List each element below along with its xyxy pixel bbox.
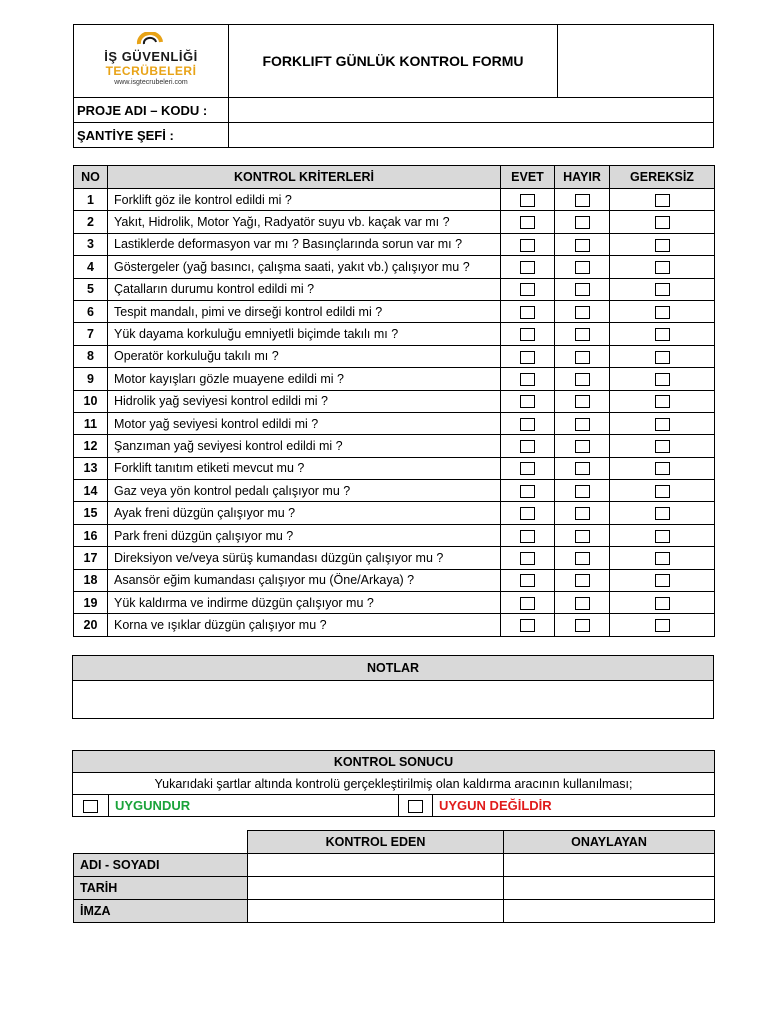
checkbox-icon[interactable] <box>520 328 535 341</box>
answer-yes-cell[interactable] <box>501 480 555 502</box>
answer-unnecessary-cell[interactable] <box>610 189 715 211</box>
table-row <box>74 524 715 546</box>
answer-yes-cell[interactable] <box>501 547 555 569</box>
criteria-text: Asansör eğim kumandası çalışıyor mu (Öne/Arkaya) ? <box>108 569 501 591</box>
checklist-header-row <box>74 166 715 189</box>
row-number: 19 <box>74 592 108 614</box>
checkbox-icon[interactable] <box>655 283 670 296</box>
approver-name-field[interactable] <box>504 854 715 877</box>
suitable-checkbox-cell[interactable] <box>73 795 109 817</box>
answer-yes-cell[interactable] <box>501 592 555 614</box>
answer-unnecessary-cell[interactable] <box>610 278 715 300</box>
checkbox-icon[interactable] <box>520 440 535 453</box>
answer-yes-cell[interactable] <box>501 569 555 591</box>
checkbox-icon[interactable] <box>655 351 670 364</box>
answer-unnecessary-cell[interactable] <box>610 502 715 524</box>
approver-date-field[interactable] <box>504 877 715 900</box>
checkbox-icon[interactable] <box>655 194 670 207</box>
checkbox-icon[interactable] <box>520 306 535 319</box>
project-label: PROJE ADI – KODU : <box>74 98 229 123</box>
criteria-text: Gaz veya yön kontrol pedalı çalışıyor mu ? <box>108 480 501 502</box>
column-header-no: NO <box>74 166 108 189</box>
checkbox-icon[interactable] <box>655 574 670 587</box>
logo-website: www.isgtecrubeleri.com <box>114 78 188 86</box>
answer-no-cell[interactable] <box>555 435 610 457</box>
checkbox-icon[interactable] <box>520 194 535 207</box>
table-row <box>74 502 715 524</box>
criteria-text: Park freni düzgün çalışıyor mu ? <box>108 524 501 546</box>
answer-unnecessary-cell[interactable] <box>610 614 715 636</box>
checkbox-icon[interactable] <box>520 619 535 632</box>
answer-yes-cell[interactable] <box>501 614 555 636</box>
checkbox-icon[interactable] <box>655 485 670 498</box>
checkbox-icon[interactable] <box>575 239 590 252</box>
answer-no-cell[interactable] <box>555 524 610 546</box>
answer-no-cell[interactable] <box>555 211 610 233</box>
answer-yes-cell[interactable] <box>501 278 555 300</box>
criteria-text: Korna ve ışıklar düzgün çalışıyor mu ? <box>108 614 501 636</box>
answer-yes-cell[interactable] <box>501 300 555 322</box>
criteria-text: Çatalların durumu kontrol edildi mi ? <box>108 278 501 300</box>
table-row <box>74 323 715 345</box>
answer-yes-cell[interactable] <box>501 233 555 255</box>
row-number: 17 <box>74 547 108 569</box>
column-header-yes: EVET <box>501 166 555 189</box>
answer-yes-cell[interactable] <box>501 457 555 479</box>
checkbox-icon[interactable] <box>655 530 670 543</box>
row-number: 1 <box>74 189 108 211</box>
checkbox-icon[interactable] <box>575 261 590 274</box>
checkbox-icon[interactable] <box>520 373 535 386</box>
checkbox-icon[interactable] <box>520 597 535 610</box>
checkbox-icon[interactable] <box>520 574 535 587</box>
answer-yes-cell[interactable] <box>501 390 555 412</box>
checkbox-icon[interactable] <box>520 216 535 229</box>
table-row <box>74 189 715 211</box>
checkbox-icon[interactable] <box>520 485 535 498</box>
approver-signature-field[interactable] <box>504 900 715 923</box>
answer-unnecessary-cell[interactable] <box>610 256 715 278</box>
answer-no-cell[interactable] <box>555 502 610 524</box>
row-number: 3 <box>74 233 108 255</box>
checkbox-icon[interactable] <box>520 418 535 431</box>
row-number: 12 <box>74 435 108 457</box>
checkbox-icon[interactable] <box>655 216 670 229</box>
company-logo <box>91 32 211 88</box>
checkbox-icon[interactable] <box>655 507 670 520</box>
row-name-label: ADI - SOYADI <box>74 854 248 877</box>
criteria-text: Yakıt, Hidrolik, Motor Yağı, Radyatör suyu vb. kaçak var mı ? <box>108 211 501 233</box>
answer-unnecessary-cell[interactable] <box>610 435 715 457</box>
answer-unnecessary-cell[interactable] <box>610 345 715 367</box>
answer-yes-cell[interactable] <box>501 189 555 211</box>
answer-unnecessary-cell[interactable] <box>610 524 715 546</box>
checkbox-icon[interactable] <box>575 507 590 520</box>
checkbox-icon[interactable] <box>655 373 670 386</box>
checkbox-icon[interactable] <box>408 800 423 813</box>
table-row <box>74 480 715 502</box>
answer-no-cell[interactable] <box>555 390 610 412</box>
checkbox-icon[interactable] <box>520 507 535 520</box>
inspector-date-field[interactable] <box>248 877 504 900</box>
criteria-text: Ayak freni düzgün çalışıyor mu ? <box>108 502 501 524</box>
answer-no-cell[interactable] <box>555 614 610 636</box>
table-row <box>74 256 715 278</box>
checkbox-icon[interactable] <box>655 597 670 610</box>
checkbox-icon[interactable] <box>575 216 590 229</box>
criteria-text: Motor kayışları gözle muayene edildi mi ? <box>108 368 501 390</box>
form-header <box>73 24 714 148</box>
row-number: 20 <box>74 614 108 636</box>
checkbox-icon[interactable] <box>83 800 98 813</box>
checkbox-icon[interactable] <box>655 462 670 475</box>
checkbox-icon[interactable] <box>655 239 670 252</box>
checkbox-icon[interactable] <box>575 283 590 296</box>
checkbox-icon[interactable] <box>575 574 590 587</box>
checkbox-icon[interactable] <box>655 395 670 408</box>
checkbox-icon[interactable] <box>520 552 535 565</box>
notes-title: NOTLAR <box>73 656 714 681</box>
signature-table <box>73 830 715 923</box>
table-row <box>74 345 715 367</box>
answer-yes-cell[interactable] <box>501 345 555 367</box>
row-number: 4 <box>74 256 108 278</box>
checkbox-icon[interactable] <box>575 597 590 610</box>
logo-text-secondary: TECRÜBELERİ <box>105 63 197 78</box>
answer-unnecessary-cell[interactable] <box>610 233 715 255</box>
checkbox-icon[interactable] <box>520 283 535 296</box>
checkbox-icon[interactable] <box>655 306 670 319</box>
checkbox-icon[interactable] <box>655 418 670 431</box>
row-number: 2 <box>74 211 108 233</box>
criteria-text: Operatör korkuluğu takılı mı ? <box>108 345 501 367</box>
row-number: 5 <box>74 278 108 300</box>
signature-corner <box>74 831 248 854</box>
table-row <box>74 547 715 569</box>
answer-unnecessary-cell[interactable] <box>610 211 715 233</box>
table-row <box>74 435 715 457</box>
checkbox-icon[interactable] <box>520 462 535 475</box>
row-number: 8 <box>74 345 108 367</box>
checkbox-icon[interactable] <box>575 351 590 364</box>
table-row <box>74 614 715 636</box>
criteria-text: Direksiyon ve/veya sürüş kumandası düzgün çalışıyor mu ? <box>108 547 501 569</box>
column-header-unnecessary: GEREKSİZ <box>610 166 715 189</box>
checklist-table <box>73 165 715 637</box>
checkbox-icon[interactable] <box>655 261 670 274</box>
notes-field[interactable] <box>73 681 714 719</box>
row-number: 18 <box>74 569 108 591</box>
criteria-text: Yük dayama korkuluğu emniyetli biçimde takılı mı ? <box>108 323 501 345</box>
table-row <box>74 592 715 614</box>
criteria-text: Yük kaldırma ve indirme düzgün çalışıyor mu ? <box>108 592 501 614</box>
checkbox-icon[interactable] <box>575 373 590 386</box>
row-number: 11 <box>74 412 108 434</box>
column-inspector: KONTROL EDEN <box>248 831 504 854</box>
checkbox-icon[interactable] <box>575 552 590 565</box>
answer-unnecessary-cell[interactable] <box>610 457 715 479</box>
answer-no-cell[interactable] <box>555 233 610 255</box>
result-title: KONTROL SONUCU <box>73 751 715 773</box>
inspector-name-field[interactable] <box>248 854 504 877</box>
row-number: 15 <box>74 502 108 524</box>
answer-no-cell[interactable] <box>555 323 610 345</box>
answer-no-cell[interactable] <box>555 300 610 322</box>
answer-no-cell[interactable] <box>555 569 610 591</box>
site-chief-label: ŞANTİYE ŞEFİ : <box>74 123 229 148</box>
checkbox-icon[interactable] <box>575 462 590 475</box>
logo-text-primary: İŞ GÜVENLİĞİ <box>104 48 198 64</box>
checkbox-icon[interactable] <box>520 239 535 252</box>
checkbox-icon[interactable] <box>575 530 590 543</box>
criteria-text: Forklift tanıtım etiketi mevcut mu ? <box>108 457 501 479</box>
checkbox-icon[interactable] <box>575 328 590 341</box>
table-row <box>74 412 715 434</box>
row-number: 6 <box>74 300 108 322</box>
answer-unnecessary-cell[interactable] <box>610 547 715 569</box>
control-result-table <box>72 750 715 817</box>
checkbox-icon[interactable] <box>655 440 670 453</box>
checkbox-icon[interactable] <box>575 395 590 408</box>
header-blank-cell <box>558 25 714 98</box>
table-row <box>74 457 715 479</box>
checkbox-icon[interactable] <box>575 306 590 319</box>
answer-yes-cell[interactable] <box>501 435 555 457</box>
answer-unnecessary-cell[interactable] <box>610 592 715 614</box>
checkbox-icon[interactable] <box>575 485 590 498</box>
suitable-label: UYGUNDUR <box>109 795 399 817</box>
table-row <box>74 211 715 233</box>
answer-yes-cell[interactable] <box>501 368 555 390</box>
answer-no-cell[interactable] <box>555 278 610 300</box>
answer-unnecessary-cell[interactable] <box>610 569 715 591</box>
checkbox-icon[interactable] <box>520 530 535 543</box>
row-number: 9 <box>74 368 108 390</box>
checkbox-icon[interactable] <box>520 261 535 274</box>
answer-no-cell[interactable] <box>555 457 610 479</box>
criteria-text: Şanzıman yağ seviyesi kontrol edildi mi ? <box>108 435 501 457</box>
column-approver: ONAYLAYAN <box>504 831 715 854</box>
column-header-criteria: KONTROL KRİTERLERİ <box>108 166 501 189</box>
row-date-label: TARİH <box>74 877 248 900</box>
answer-unnecessary-cell[interactable] <box>610 412 715 434</box>
answer-no-cell[interactable] <box>555 547 610 569</box>
row-number: 10 <box>74 390 108 412</box>
row-signature-label: İMZA <box>74 900 248 923</box>
row-number: 14 <box>74 480 108 502</box>
answer-yes-cell[interactable] <box>501 211 555 233</box>
criteria-text: Hidrolik yağ seviyesi kontrol edildi mi ? <box>108 390 501 412</box>
checkbox-icon[interactable] <box>655 328 670 341</box>
table-row <box>74 390 715 412</box>
answer-unnecessary-cell[interactable] <box>610 300 715 322</box>
row-number: 13 <box>74 457 108 479</box>
answer-no-cell[interactable] <box>555 345 610 367</box>
criteria-text: Forklift göz ile kontrol edildi mi ? <box>108 189 501 211</box>
answer-unnecessary-cell[interactable] <box>610 390 715 412</box>
answer-no-cell[interactable] <box>555 368 610 390</box>
criteria-text: Motor yağ seviyesi kontrol edildi mi ? <box>108 412 501 434</box>
not-suitable-checkbox-cell[interactable] <box>399 795 433 817</box>
project-field[interactable] <box>229 98 714 123</box>
table-row <box>74 569 715 591</box>
table-row <box>74 300 715 322</box>
column-header-no-answer: HAYIR <box>555 166 610 189</box>
checkbox-icon[interactable] <box>655 552 670 565</box>
checkbox-icon[interactable] <box>575 194 590 207</box>
answer-yes-cell[interactable] <box>501 412 555 434</box>
checkbox-icon[interactable] <box>575 619 590 632</box>
answer-unnecessary-cell[interactable] <box>610 368 715 390</box>
table-row <box>74 233 715 255</box>
answer-no-cell[interactable] <box>555 256 610 278</box>
checkbox-icon[interactable] <box>575 440 590 453</box>
notes-table <box>72 655 714 719</box>
criteria-text: Göstergeler (yağ basıncı, çalışma saati, yakıt vb.) çalışıyor mu ? <box>108 256 501 278</box>
answer-no-cell[interactable] <box>555 189 610 211</box>
table-row <box>74 278 715 300</box>
checkbox-icon[interactable] <box>520 395 535 408</box>
checkbox-icon[interactable] <box>575 418 590 431</box>
checkbox-icon[interactable] <box>520 351 535 364</box>
result-description: Yukarıdaki şartlar altında kontrolü gerçekleştirilmiş olan kaldırma aracının kullanılması; <box>73 773 715 795</box>
answer-unnecessary-cell[interactable] <box>610 480 715 502</box>
checkbox-icon[interactable] <box>655 619 670 632</box>
answer-unnecessary-cell[interactable] <box>610 323 715 345</box>
answer-yes-cell[interactable] <box>501 524 555 546</box>
answer-no-cell[interactable] <box>555 480 610 502</box>
answer-yes-cell[interactable] <box>501 502 555 524</box>
answer-no-cell[interactable] <box>555 592 610 614</box>
form-title: FORKLIFT GÜNLÜK KONTROL FORMU <box>229 25 558 98</box>
not-suitable-label: UYGUN DEĞİLDİR <box>433 795 715 817</box>
criteria-text: Lastiklerde deformasyon var mı ? Basınçlarında sorun var mı ? <box>108 233 501 255</box>
criteria-text: Tespit mandalı, pimi ve dirseği kontrol edildi mi ? <box>108 300 501 322</box>
row-number: 16 <box>74 524 108 546</box>
row-number: 7 <box>74 323 108 345</box>
answer-no-cell[interactable] <box>555 412 610 434</box>
site-chief-field[interactable] <box>229 123 714 148</box>
inspector-signature-field[interactable] <box>248 900 504 923</box>
answer-yes-cell[interactable] <box>501 323 555 345</box>
answer-yes-cell[interactable] <box>501 256 555 278</box>
table-row <box>74 368 715 390</box>
logo-cell <box>74 25 229 98</box>
